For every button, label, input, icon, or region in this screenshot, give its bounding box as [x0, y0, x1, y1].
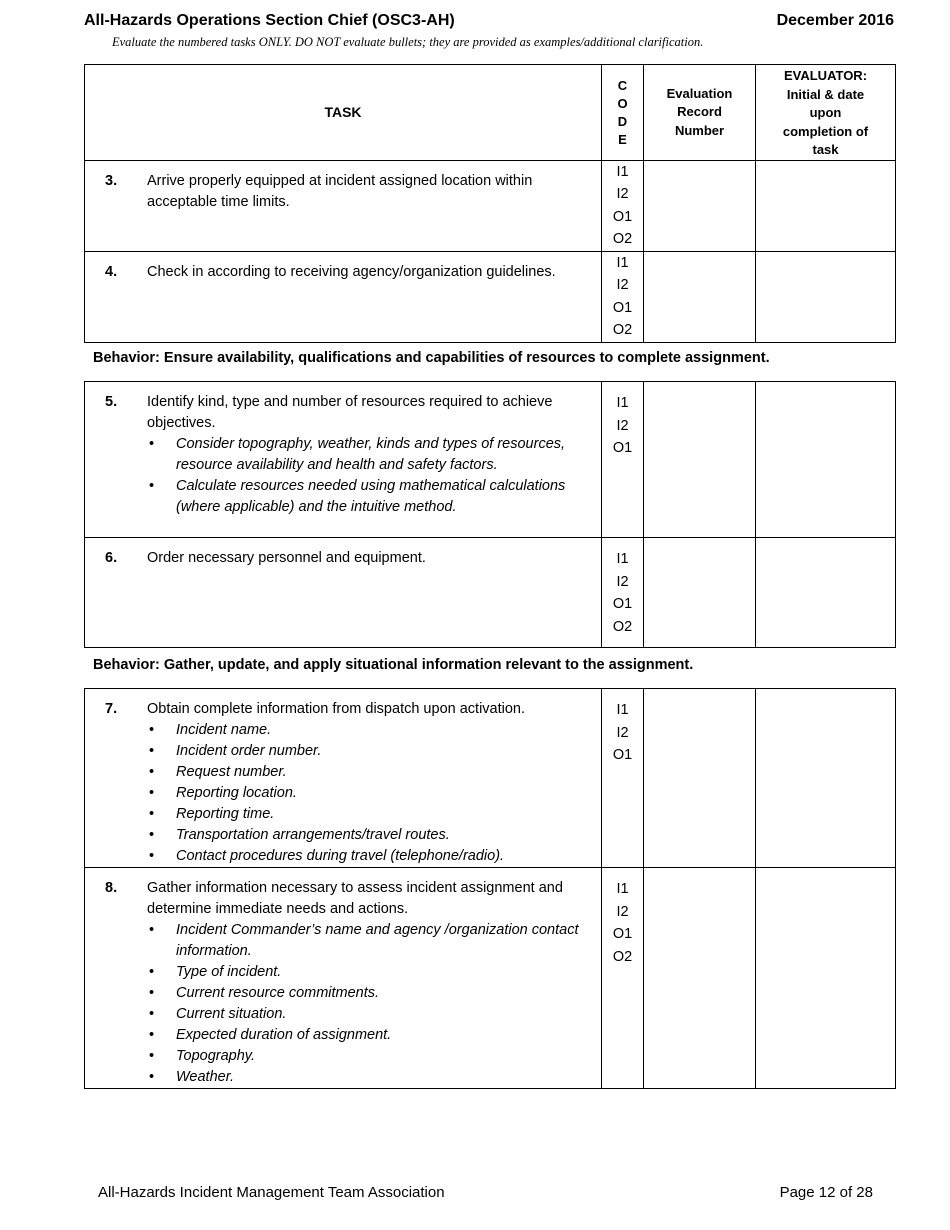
evaluator-initials-cell[interactable]	[756, 868, 896, 1089]
code-value: O2	[612, 231, 633, 247]
task-row	[85, 160, 896, 251]
code-column-header	[602, 65, 644, 161]
code-value: O1	[612, 299, 633, 316]
behavior-heading: Behavior: Ensure availability, qualifications and capabilities of resources to complete assignment.	[93, 350, 770, 366]
task-number: 7.	[105, 701, 118, 717]
task-row	[85, 538, 896, 648]
table-header-row	[85, 65, 896, 161]
task-bullets	[147, 720, 595, 867]
code-value: O1	[612, 926, 633, 942]
task-table-3	[84, 688, 896, 1089]
task-row	[85, 689, 896, 868]
bullet-item: • Reporting time.	[147, 804, 595, 825]
code-letter: O	[617, 96, 628, 111]
task-number: 3.	[105, 172, 118, 189]
task-content	[147, 868, 595, 1088]
code-cell	[602, 538, 644, 648]
header-line: EVALUATOR:	[783, 68, 868, 83]
code-value: O2	[612, 618, 633, 635]
header-line: Evaluation	[666, 85, 733, 101]
code-value: I1	[616, 163, 629, 180]
code-value: I2	[616, 573, 629, 590]
code-value: I2	[616, 724, 629, 741]
header-line: completion of	[782, 123, 869, 139]
behavior-heading: Behavior: Gather, update, and apply situational information relevant to the assignment.	[93, 657, 694, 673]
code-value: I2	[616, 277, 629, 293]
code-letter: E	[618, 132, 627, 147]
evaluator-initials-cell[interactable]	[756, 251, 896, 342]
bullet-item: • Contact procedures during travel (telephone/radio).	[147, 846, 595, 867]
bullet-item: • Consider topography, weather, kinds and types of resources, resource availability and health and safety factors.	[147, 434, 595, 476]
document-date: December 2016	[776, 12, 894, 29]
header-line: task	[812, 142, 839, 157]
header-line: Record	[677, 104, 722, 119]
header-line: Initial & date	[786, 86, 865, 102]
task-text: Order necessary personnel and equipment.	[147, 550, 426, 566]
bullet-item: • Current situation.	[147, 1004, 595, 1025]
code-letter: D	[617, 114, 628, 129]
code-value: O1	[612, 208, 633, 225]
task-table-2	[84, 381, 896, 648]
bullet-item: • Incident Commander’s name and agency /organization contact information.	[147, 920, 595, 962]
evaluation-record-cell[interactable]	[644, 251, 756, 342]
task-cell	[85, 538, 602, 648]
task-text: Check in according to receiving agency/organization guidelines.	[147, 263, 556, 280]
code-cell	[602, 382, 644, 538]
task-content	[147, 252, 595, 283]
task-number: 8.	[105, 880, 118, 896]
task-number: 4.	[105, 263, 118, 280]
bullet-item: • Expected duration of assignment.	[147, 1025, 595, 1046]
task-cell	[85, 160, 602, 251]
task-text: Identify kind, type and number of resources required to achieve objectives.	[147, 394, 553, 431]
header-line: Number	[674, 122, 725, 138]
task-bullets	[147, 434, 595, 518]
task-number: 5.	[105, 394, 118, 410]
code-value: O1	[612, 596, 633, 612]
evaluation-instruction: Evaluate the numbered tasks ONLY. DO NOT evaluate bullets; they are provided as examples/additional clarification.	[112, 35, 704, 49]
code-value: O1	[612, 440, 633, 456]
evaluation-record-cell[interactable]	[644, 689, 756, 868]
code-value: I2	[616, 417, 629, 434]
bullet-item: • Current resource commitments.	[147, 983, 595, 1004]
code-letter: C	[617, 78, 628, 93]
task-bullets	[147, 920, 595, 1088]
header-line: upon	[809, 105, 842, 120]
evaluator-initials-header	[756, 65, 896, 161]
footer-organization: All-Hazards Incident Management Team Association	[98, 1184, 445, 1201]
evaluation-record-header	[644, 65, 756, 161]
task-row	[85, 251, 896, 342]
task-content	[147, 161, 595, 213]
code-value: O2	[612, 948, 633, 965]
task-cell	[85, 689, 602, 868]
code-value: O2	[612, 322, 633, 338]
task-row	[85, 382, 896, 538]
bullet-item: • Topography.	[147, 1046, 595, 1067]
code-value: I1	[616, 551, 629, 567]
code-value: O1	[612, 747, 633, 763]
code-value: I2	[616, 903, 629, 920]
bullet-item: • Reporting location.	[147, 783, 595, 804]
evaluator-initials-cell[interactable]	[756, 538, 896, 648]
task-column-header: TASK	[85, 65, 602, 161]
code-value: I1	[616, 702, 629, 718]
task-content	[147, 382, 595, 518]
task-content	[147, 689, 595, 867]
task-text: Arrive properly equipped at incident assigned location within acceptable time limits.	[147, 172, 533, 210]
evaluator-initials-cell[interactable]	[756, 689, 896, 868]
bullet-item: • Transportation arrangements/travel routes.	[147, 825, 595, 846]
code-value: I1	[616, 881, 629, 897]
task-cell	[85, 382, 602, 538]
code-cell	[602, 160, 644, 251]
bullet-item: • Incident name.	[147, 720, 595, 741]
task-table-1	[84, 64, 896, 343]
evaluation-record-cell[interactable]	[644, 160, 756, 251]
code-value: I1	[616, 395, 629, 411]
code-cell	[602, 251, 644, 342]
bullet-item: • Incident order number.	[147, 741, 595, 762]
task-content	[147, 538, 595, 569]
bullet-item: • Weather.	[147, 1067, 595, 1088]
code-value: I1	[616, 254, 629, 271]
evaluation-record-cell[interactable]	[644, 538, 756, 648]
task-row	[85, 868, 896, 1089]
task-text: Obtain complete information from dispatch upon activation.	[147, 701, 526, 717]
bullet-item: • Type of incident.	[147, 962, 595, 983]
bullet-item: • Request number.	[147, 762, 595, 783]
evaluator-initials-cell[interactable]	[756, 160, 896, 251]
task-text: Gather information necessary to assess incident assignment and determine immediate needs and actions.	[147, 880, 563, 917]
task-cell	[85, 251, 602, 342]
code-cell	[602, 868, 644, 1089]
bullet-item: • Calculate resources needed using mathematical calculations (where applicable) and the intuitive method.	[147, 476, 595, 518]
code-cell	[602, 689, 644, 868]
document-title: All-Hazards Operations Section Chief (OSC3-AH)	[84, 12, 455, 29]
code-value: I2	[616, 186, 629, 202]
task-number: 6.	[105, 550, 118, 566]
footer-page-number: Page 12 of 28	[779, 1184, 873, 1201]
task-cell	[85, 868, 602, 1089]
evaluation-record-cell[interactable]	[644, 868, 756, 1089]
evaluator-initials-cell[interactable]	[756, 382, 896, 538]
evaluation-record-cell[interactable]	[644, 382, 756, 538]
